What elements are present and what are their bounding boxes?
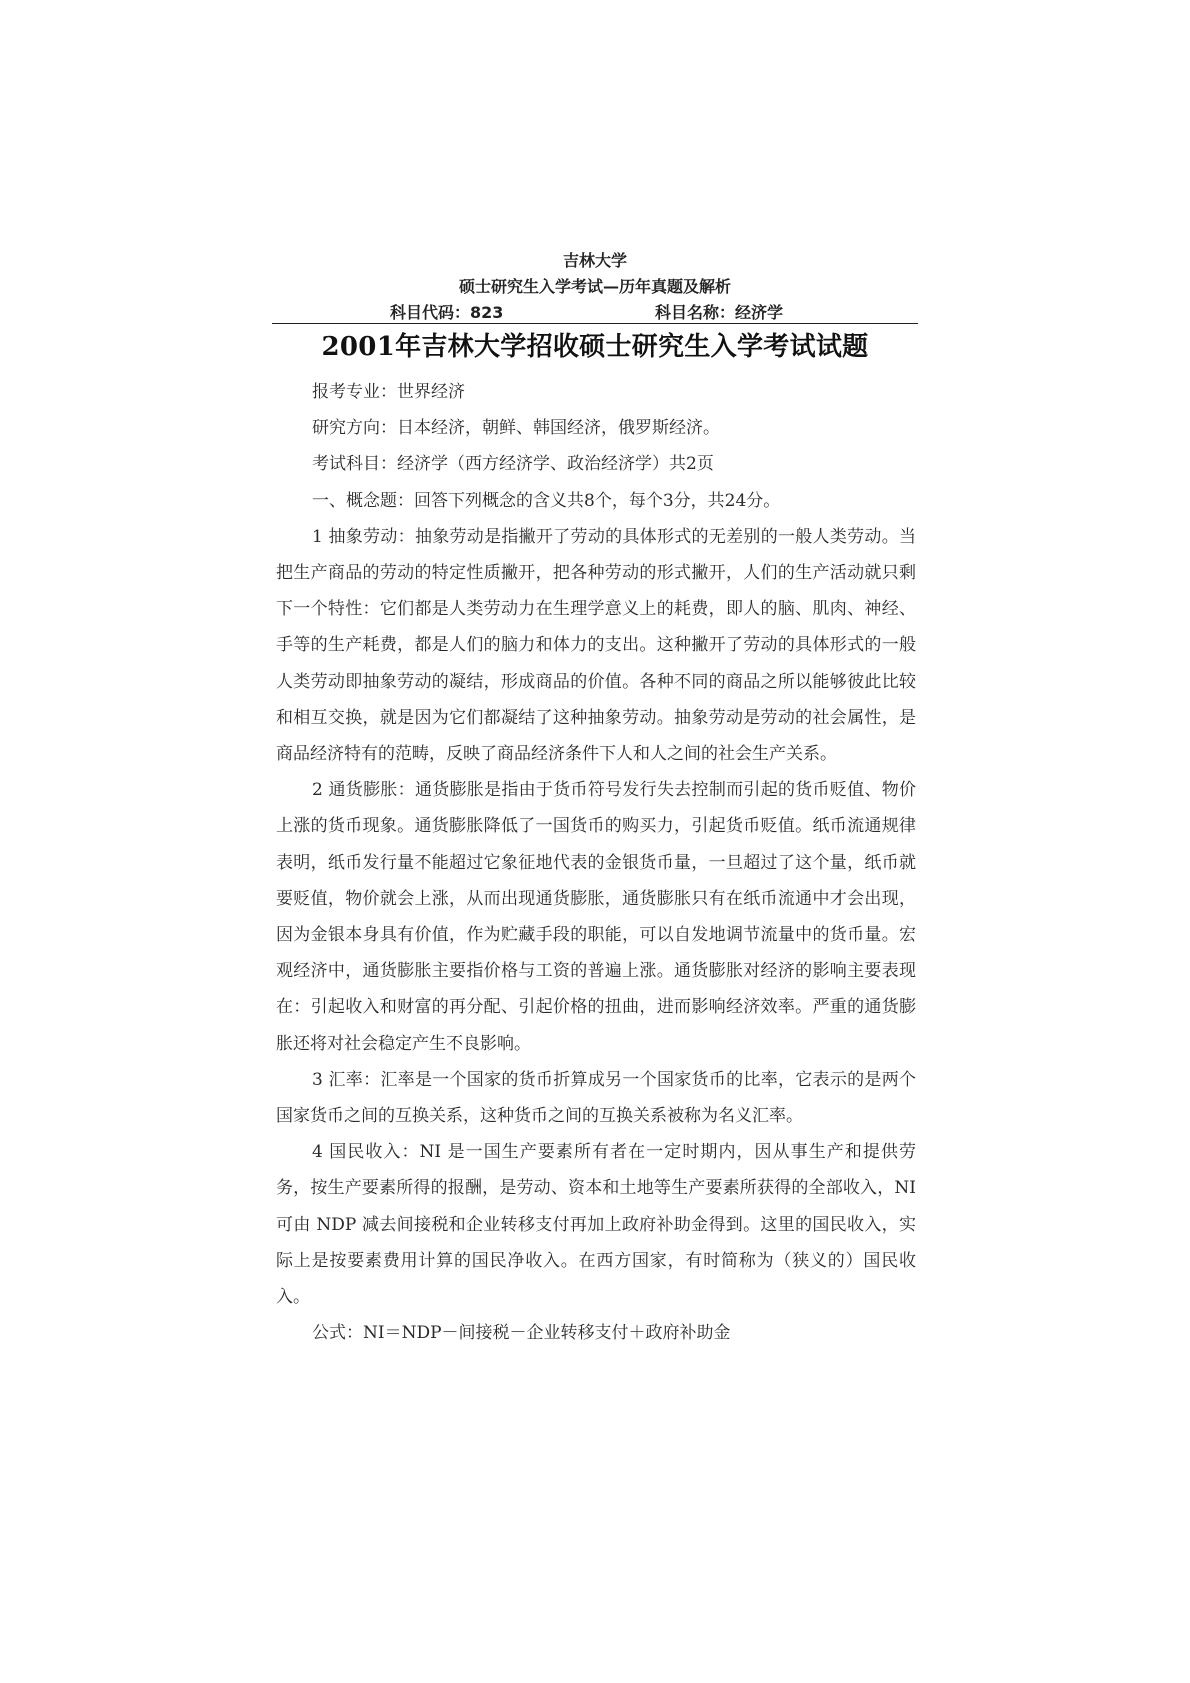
series-title: 硕士研究生入学考试—历年真题及解析: [458, 277, 731, 296]
paragraph-national-income: 4 国民收入：NI 是一国生产要素所有者在一定时期内，因从事生产和提供劳务，按生产要素所得的报酬，是劳动、资本和土地等生产要素所获得的全部收入，NI 可由 NDP 减去间接税和企业转移支付再加上政府补助金得到。这里的国民收入，实际上是按要素费用计算的国民净收入。在西方国家，有时简称为（狭义的）国民收入。: [276, 1142, 916, 1308]
subject-code: 科目代码：823: [390, 303, 504, 322]
university-name: 吉林大学: [562, 251, 627, 270]
document-body: [276, 374, 916, 1351]
exam-title: 2001年吉林大学招收硕士研究生入学考试试题: [321, 332, 869, 362]
document-header: [272, 248, 918, 326]
meta-direction: 研究方向：日本经济，朝鲜、韩国经济，俄罗斯经济。: [312, 418, 720, 439]
paragraph-inflation: 2 通货膨胀：通货膨胀是指由于货币符号发行失去控制而引起的货币贬值、物价上涨的货币现象。通货膨胀降低了一国货币的购买力，引起货币贬值。纸币流通规律表明，纸币发行量不能超过它象征地代表的金银货币量，一旦超过了这个量，纸币就要贬值，物价就会上涨，从而出现通货膨胀，通货膨胀只有在纸币流通中才会出现，因为金银本身具有价值，作为贮藏手段的职能，可以自发地调节流量中的货币量。宏观经济中，通货膨胀主要指价格与工资的普遍上涨。通货膨胀对经济的影响主要表现在：引起收入和财富的再分配、引起价格的扭曲，进而影响经济效率。严重的通货膨胀还将对社会稳定产生不良影响。: [276, 780, 916, 1054]
meta-major: 报考专业：世界经济: [312, 382, 465, 402]
subject-name: 科目名称：经济学: [655, 303, 784, 322]
paragraph-formula: 公式：NI＝NDP－间接税－企业转移支付＋政府补助金: [312, 1323, 731, 1344]
paragraph-exchange-rate: 3 汇率：汇率是一个国家的货币折算成另一个国家货币的比率，它表示的是两个国家货币之间的互换关系，这种货币之间的互换关系被称为名义汇率。: [276, 1069, 916, 1127]
meta-subject: 考试科目：经济学（西方经济学、政治经济学）共2页: [312, 454, 714, 475]
section-heading: 一、概念题：回答下列概念的含义共8个，每个3分，共24分。: [312, 490, 781, 511]
header-divider: [272, 323, 918, 324]
paragraph-abstract-labor: 1 抽象劳动：抽象劳动是指撇开了劳动的具体形式的无差别的一般人类劳动。当把生产商品的劳动的特定性质撇开，把各种劳动的形式撇开，人们的生产活动就只剩下一个特性：它们都是人类劳动力在生理学意义上的耗费，即人的脑、肌肉、神经、手等的生产耗费，都是人们的脑力和体力的支出。这种撇开了劳动的具体形式的一般人类劳动即抽象劳动的凝结，形成商品的价值。各种不同的商品之所以能够彼此比较和相互交换，就是因为它们都凝结了这种抽象劳动。抽象劳动是劳动的社会属性，是商品经济特有的范畴，反映了商品经济条件下人和人之间的社会生产关系。: [276, 526, 916, 765]
